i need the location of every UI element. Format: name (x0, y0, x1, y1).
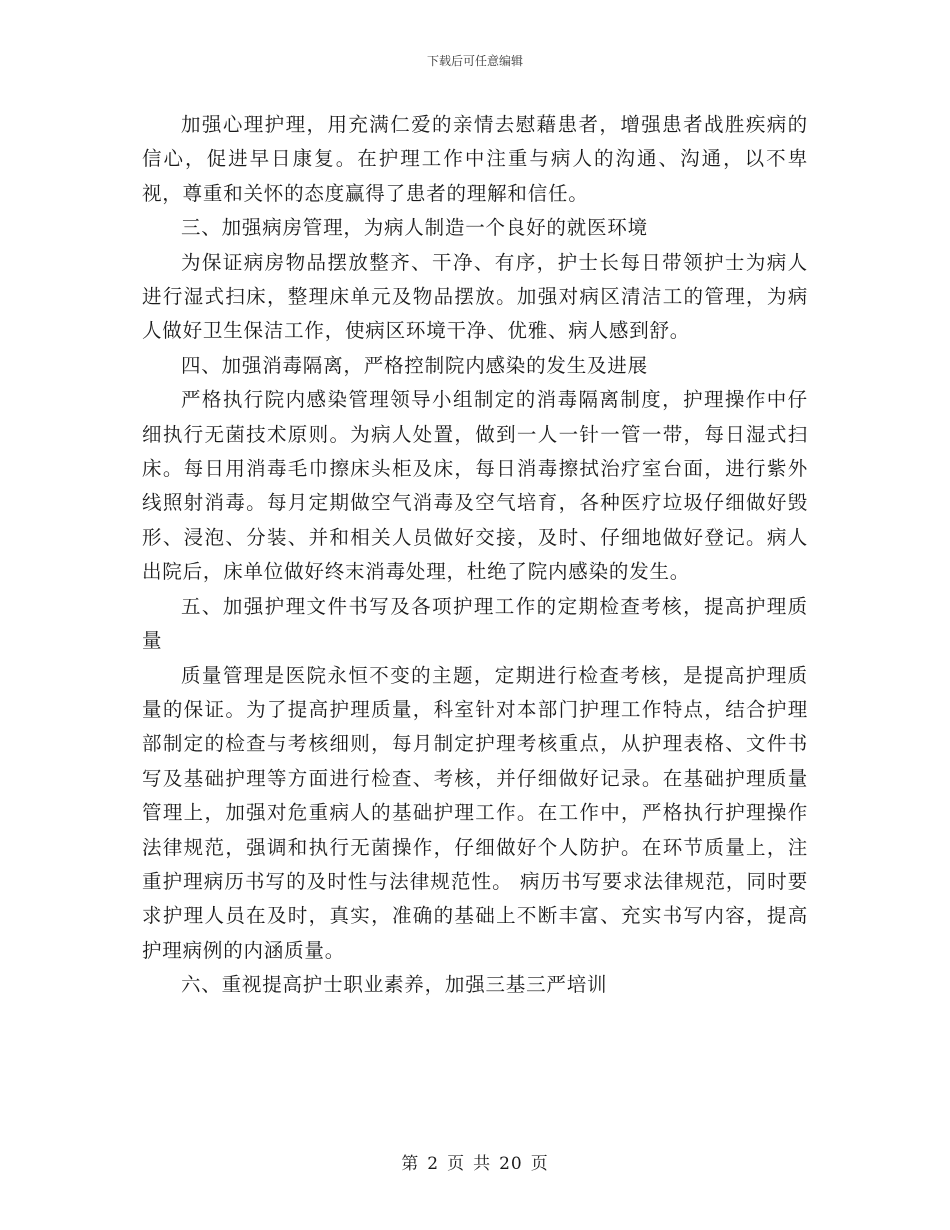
section-heading-disinfection: 四、加强消毒隔离，严格控制院内感染的发生及进展 (181, 353, 648, 377)
header-note: 下载后可任意编辑 (426, 54, 523, 68)
document-body (142, 108, 808, 1003)
section-heading-ward-management: 三、加强病房管理，为病人制造一个良好的就医环境 (181, 216, 648, 240)
page-footer (0, 1153, 950, 1175)
paragraph-quality-management: 质量管理是医院永恒不变的主题，定期进行检查考核，是提高护理质量的保证。为了提高护理质量，科室针对本部门护理工作特点，结合护理部制定的检查与考核细则，每月制定护理考核重点，从护理表格、文件书写及基础护理等方面进行检查、考核，并仔细做好记录。在基础护理质量管理上，加强对危重病人的基础护理工作。在工作中，严格执行护理操作法律规范，强调和执行无菌操作，仔细做好个人防护。在环节质量上，注重护理病历书写的及时性与法律规范性。 病历书写要求法律规范，同时要求护理人员在及时，真实，准确的基础上不断丰富、充实书写内容，提高护理病例的内涵质量。 (142, 663, 808, 962)
total-page-count: 20 (499, 1154, 523, 1174)
paragraph-disinfection: 严格执行院内感染管理领导小组制定的消毒隔离制度，护理操作中仔细执行无菌技术原则。为病人处置，做到一人一针一管一带，每日湿式扫床。每日用消毒毛巾擦床头柜及床，每日消毒擦拭治疗室台面，进行紫外线照射消毒。每月定期做空气消毒及空气培育，各种医疗垃圾仔细做好毁形、浸泡、分装、并和相关人员做好交接，及时、仔细地做好登记。病人出院后，床单位做好终末消毒处理，杜绝了院内感染的发生。 (142, 388, 808, 584)
section-heading-quality-check: 五、加强护理文件书写及各项护理工作的定期检查考核，提高护理质量 (142, 594, 808, 653)
current-page-number: 2 (427, 1154, 440, 1174)
footer-total-word: 共 (473, 1154, 492, 1174)
paragraph-ward-management: 为保证病房物品摆放整齐、干净、有序，护士长每日带领护士为病人进行湿式扫床，整理床单元及物品摆放。加强对病区清洁工的管理，为病人做好卫生保洁工作，使病区环境干净、优雅、病人感到舒。 (142, 250, 808, 343)
paragraph-psychological-care: 加强心理护理，用充满仁爱的亲情去慰藉患者，增强患者战胜疾病的信心，促进早日康复。在护理工作中注重与病人的沟通、沟通，以不卑视，尊重和关怀的态度赢得了患者的理解和信任。 (142, 113, 808, 205)
footer-suffix: 页 (530, 1154, 549, 1174)
footer-page-word: 页 (447, 1154, 466, 1174)
page-header (0, 53, 950, 69)
footer-prefix: 第 (401, 1154, 420, 1174)
section-heading-professional-training: 六、重视提高护士职业素养，加强三基三严培训 (181, 973, 608, 997)
